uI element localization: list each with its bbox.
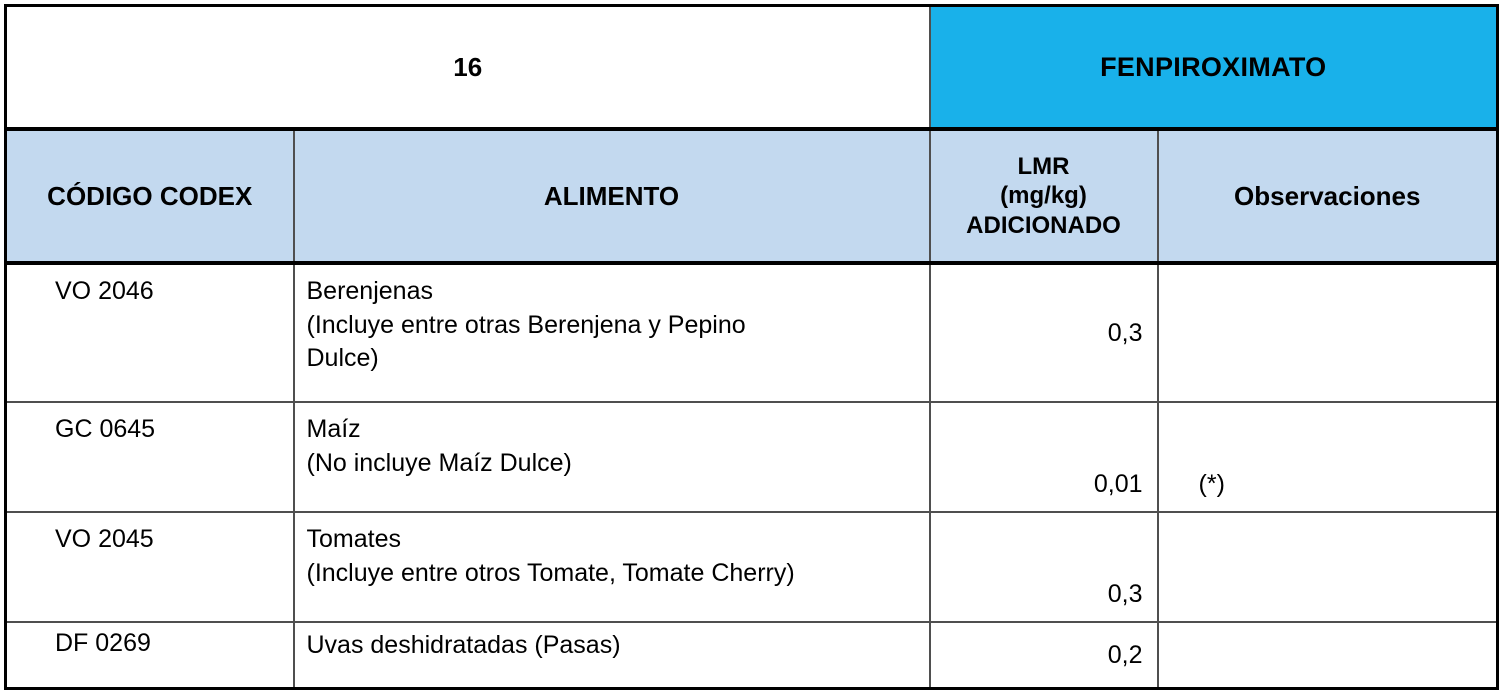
table-row xyxy=(6,402,1498,512)
table-row xyxy=(6,512,1498,622)
cell-codex-code: VO 2046 xyxy=(6,263,294,402)
cell-codex-code: VO 2045 xyxy=(6,512,294,622)
cell-food-line2: (No incluye Maíz Dulce) xyxy=(306,448,572,477)
cell-codex-code: DF 0269 xyxy=(6,622,294,689)
cell-observations xyxy=(1158,263,1498,402)
cell-lmr: 0,01 xyxy=(930,402,1158,512)
table-banner-row xyxy=(6,6,1498,130)
column-header-lmr-line1: LMR xyxy=(1017,153,1070,181)
pesticide-residue-limits-table xyxy=(4,4,1499,690)
cell-lmr: 0,3 xyxy=(930,263,1158,402)
cell-food-line1: Uvas deshidratadas (Pasas) xyxy=(306,631,621,659)
cell-food-line1: Berenjenas xyxy=(306,277,433,305)
column-header-lmr xyxy=(930,129,1158,263)
cell-observations xyxy=(1158,512,1498,622)
cell-lmr: 0,2 xyxy=(930,622,1158,689)
column-header-lmr-line2: (mg/kg) xyxy=(1000,182,1087,210)
table-header-row xyxy=(6,129,1498,263)
column-header-lmr-line3: ADICIONADO xyxy=(966,211,1121,239)
column-header-food: ALIMENTO xyxy=(294,129,930,263)
cell-food xyxy=(294,263,930,402)
cell-food-line2: (Incluye entre otros Tomate, Tomate Cherry) xyxy=(306,558,795,587)
cell-food-line1: Maíz xyxy=(306,415,361,443)
table-row xyxy=(6,263,1498,402)
column-header-codex-code: CÓDIGO CODEX xyxy=(6,129,294,263)
cell-lmr: 0,3 xyxy=(930,512,1158,622)
table-row xyxy=(6,622,1498,689)
cell-food xyxy=(294,512,930,622)
cell-food-line3: Dulce) xyxy=(306,344,379,372)
cell-food xyxy=(294,402,930,512)
cell-observations: (*) xyxy=(1158,402,1498,512)
cell-food-line2: (Incluye entre otras Berenjena y Pepino xyxy=(306,310,746,339)
cell-observations xyxy=(1158,622,1498,689)
cell-codex-code: GC 0645 xyxy=(6,402,294,512)
entry-number: 16 xyxy=(6,6,930,130)
cell-food-line1: Tomates xyxy=(306,525,401,553)
cell-food xyxy=(294,622,930,689)
column-header-observations: Observaciones xyxy=(1158,129,1498,263)
substance-name: FENPIROXIMATO xyxy=(930,6,1498,130)
